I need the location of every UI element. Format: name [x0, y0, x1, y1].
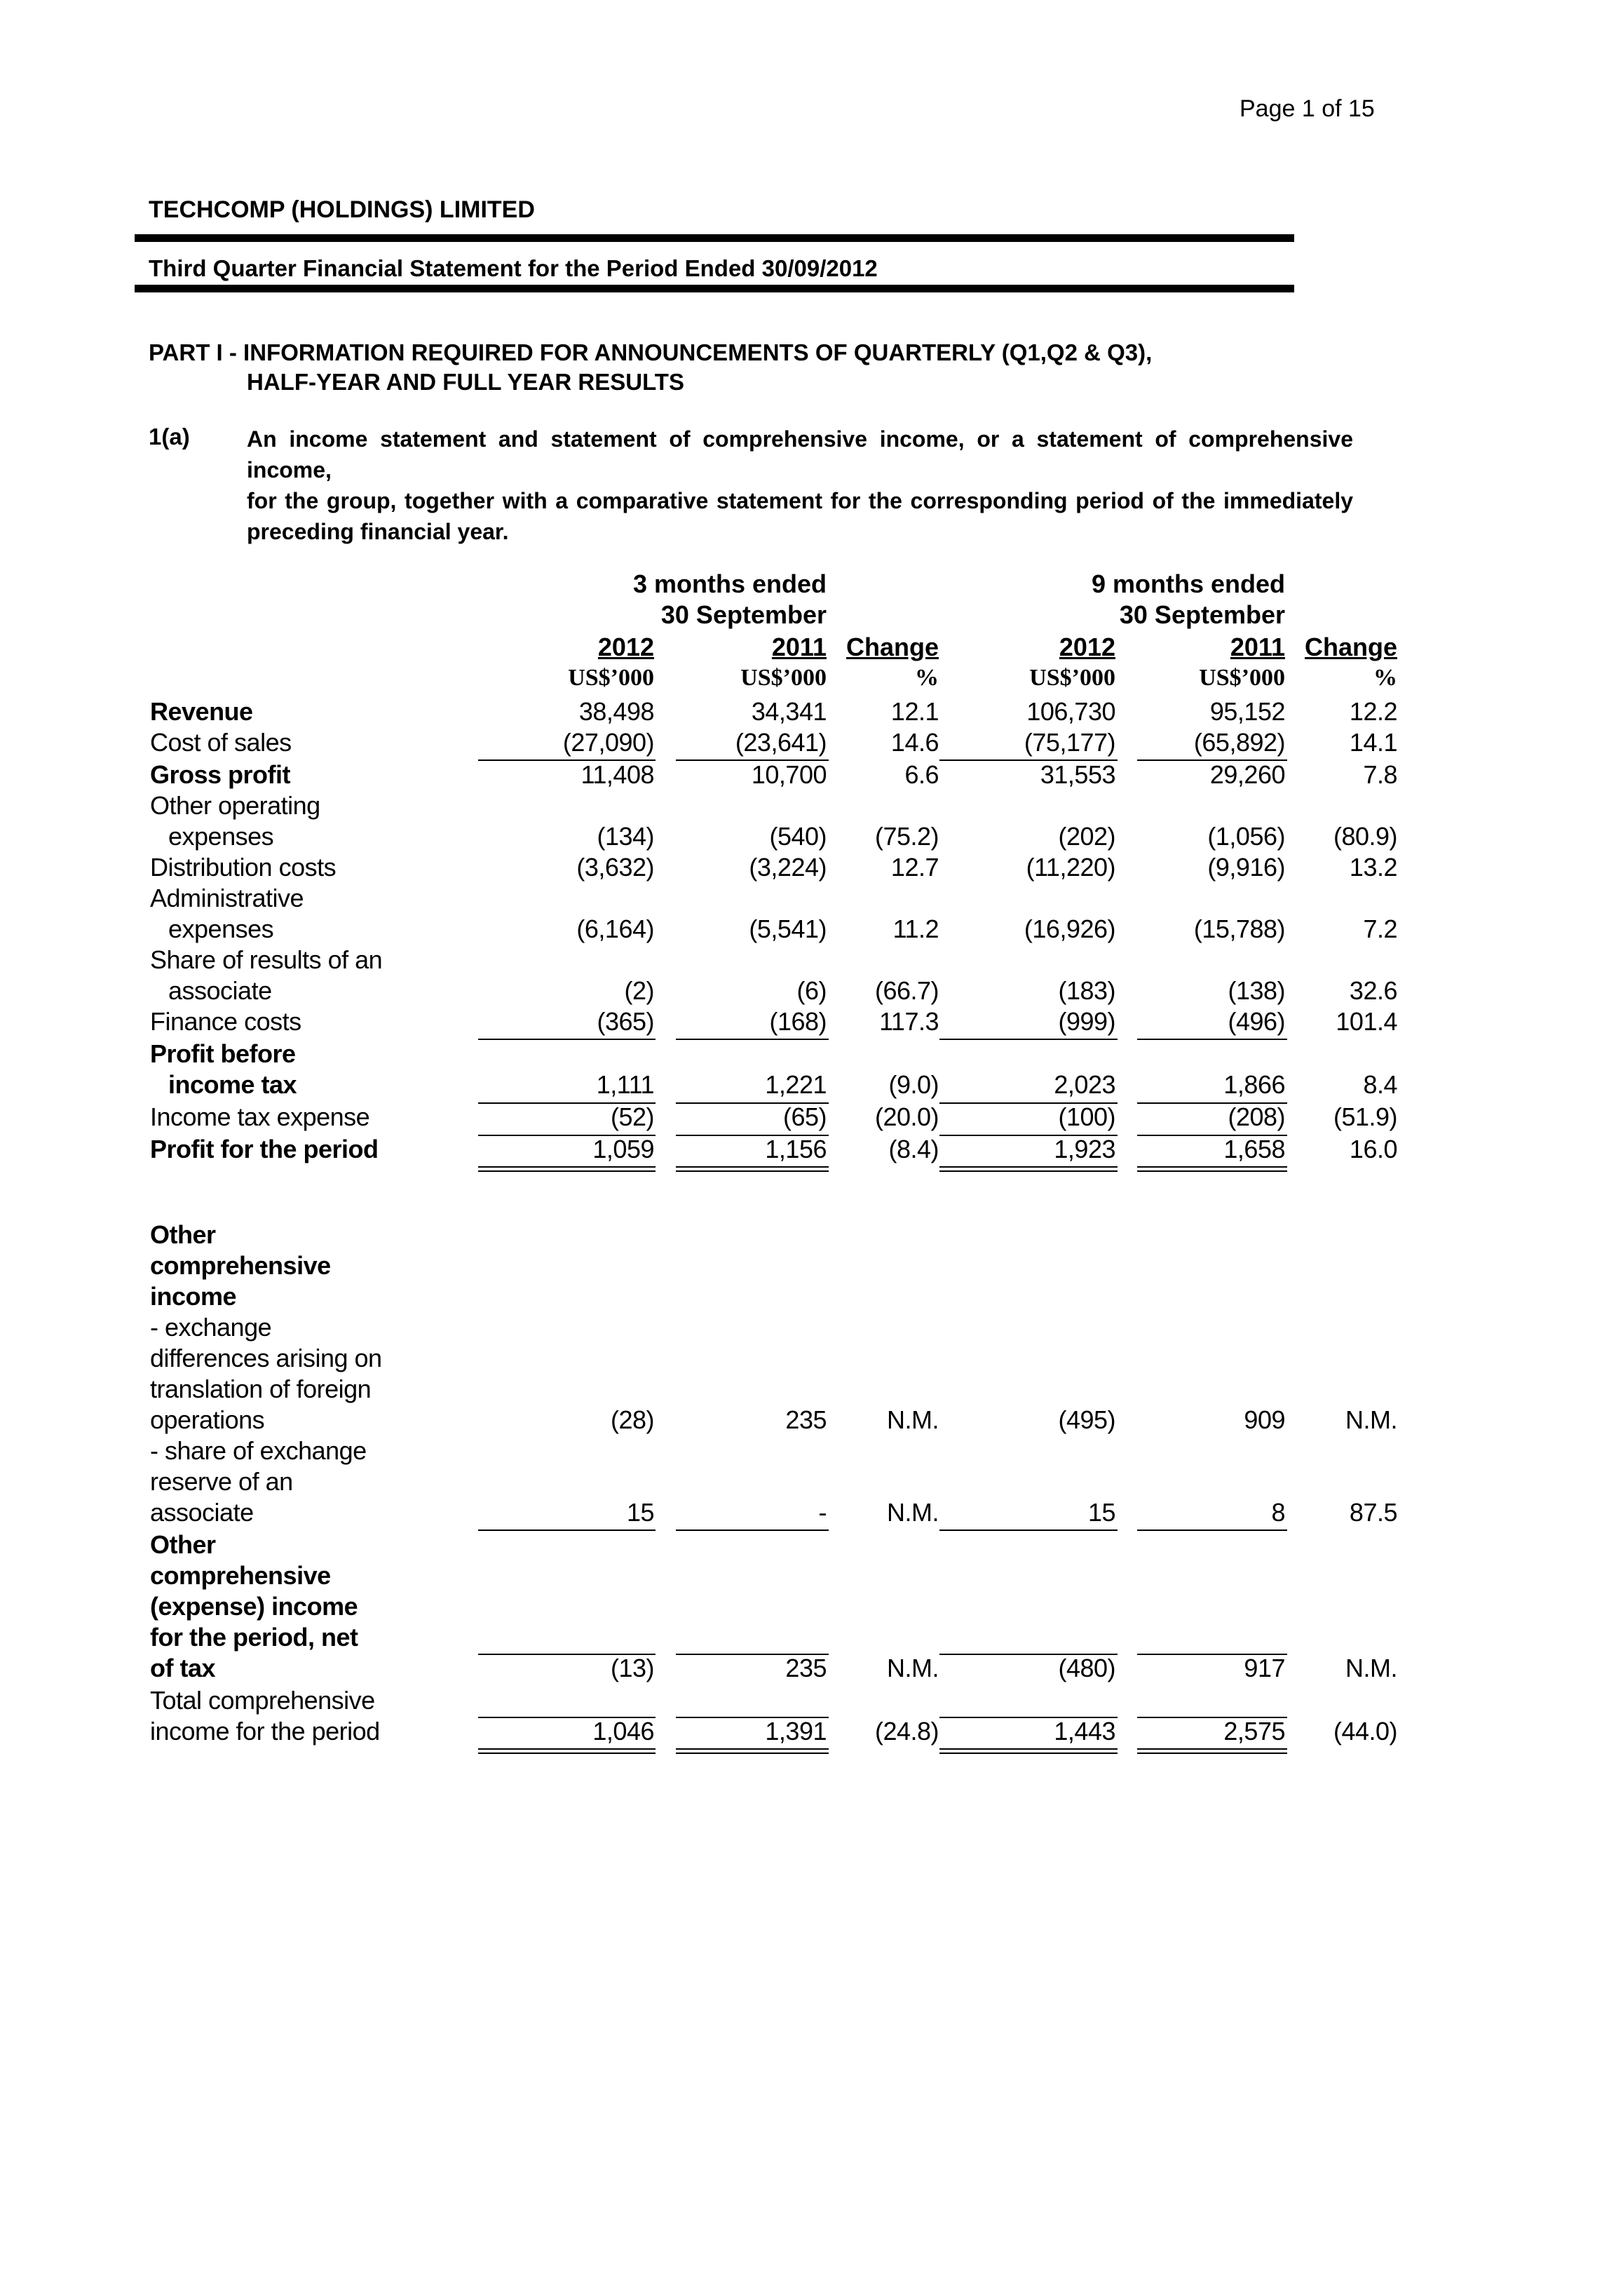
cell-9m-2012: (999)	[1058, 1007, 1115, 1036]
cell-3m-2012: (6,164)	[576, 914, 654, 943]
table-row	[0, 1007, 1623, 1038]
table-row	[0, 1313, 1623, 1344]
row-label-cont: comprehensive	[150, 1251, 331, 1280]
total-rule	[478, 1753, 656, 1754]
table-row	[0, 976, 1623, 1007]
row-label-cont: income	[150, 1282, 237, 1311]
cell-9m-2012: 15	[1087, 1498, 1115, 1527]
cell-9m-2012: (16,926)	[1024, 914, 1115, 943]
table-row	[0, 945, 1623, 976]
table-row	[0, 1530, 1623, 1561]
cell-3m-change: N.M.	[887, 1654, 939, 1682]
statement-title: Third Quarter Financial Statement for the Period Ended 30/09/2012	[149, 255, 878, 281]
cell-3m-2011: 1,156	[765, 1135, 827, 1163]
total-rule	[939, 1753, 1118, 1754]
total-rule	[939, 1170, 1118, 1172]
cell-3m-2012: 1,111	[596, 1070, 654, 1099]
table-row	[0, 1220, 1623, 1251]
table-row	[0, 791, 1623, 822]
cell-3m-2012: (27,090)	[562, 728, 654, 757]
cell-9m-change: (51.9)	[1333, 1102, 1397, 1131]
total-rule	[939, 1748, 1118, 1750]
row-label: Other operating	[150, 791, 320, 820]
cell-3m-2011: (5,541)	[749, 914, 827, 943]
table-row	[0, 1282, 1623, 1313]
table-row	[0, 1070, 1623, 1101]
row-label: Cost of sales	[150, 728, 292, 757]
row-label-cont: comprehensive	[150, 1561, 331, 1590]
cell-9m-2012: (183)	[1058, 976, 1115, 1005]
cell-3m-2011: 235	[785, 1654, 827, 1682]
cell-3m-2011: 1,221	[765, 1070, 827, 1099]
row-label-cont: income tax	[168, 1070, 297, 1099]
section-description-line2: for the group, together with a comparative statement for the corresponding period of the immediately	[247, 488, 1353, 513]
cell-3m-2011: 235	[785, 1405, 827, 1434]
cell-9m-2012: 106,730	[1026, 697, 1115, 726]
cell-3m-2012: 11,408	[580, 760, 654, 789]
total-rule	[478, 1170, 656, 1172]
cell-9m-2012: (202)	[1058, 822, 1115, 851]
cell-3m-2011: (65)	[782, 1102, 827, 1131]
unit-9m-change: %	[1373, 665, 1397, 691]
cell-3m-change: 117.3	[879, 1007, 939, 1036]
cell-9m-2011: (15,788)	[1193, 914, 1285, 943]
cell-3m-2012: (52)	[610, 1102, 654, 1131]
total-rule	[478, 1166, 656, 1168]
row-label-cont: income for the period	[150, 1717, 380, 1745]
total-rule	[1137, 1748, 1287, 1750]
table-row	[0, 1717, 1623, 1748]
total-rule	[939, 1166, 1118, 1168]
table-row	[0, 1561, 1623, 1592]
row-label-cont: of tax	[150, 1654, 216, 1682]
cell-9m-2011: (9,916)	[1207, 853, 1285, 882]
unit-9m-2011: US$’000	[1199, 665, 1285, 691]
cell-3m-2011: (540)	[769, 822, 827, 851]
cell-9m-change: 32.6	[1349, 976, 1397, 1005]
cell-3m-2012: (3,632)	[576, 853, 654, 882]
row-label: Other	[150, 1220, 216, 1249]
table-row	[0, 1436, 1623, 1467]
table-row	[0, 853, 1623, 884]
cell-9m-2011: (65,892)	[1193, 728, 1285, 757]
row-label: Other	[150, 1530, 216, 1559]
cell-9m-2011: 909	[1244, 1405, 1285, 1434]
table-row	[0, 1344, 1623, 1375]
table-row	[0, 760, 1623, 791]
cell-9m-change: N.M.	[1345, 1654, 1397, 1682]
row-label-cont: translation of foreign	[150, 1375, 372, 1403]
total-rule	[676, 1166, 829, 1168]
cell-9m-2011: 1,866	[1223, 1070, 1285, 1099]
cell-9m-2011: (1,056)	[1207, 822, 1285, 851]
cell-3m-change: N.M.	[887, 1405, 939, 1434]
table-row	[0, 1467, 1623, 1498]
row-label: Distribution costs	[150, 853, 337, 882]
table-row	[0, 697, 1623, 728]
cell-9m-2011: 2,575	[1223, 1717, 1285, 1745]
cell-3m-2012: (2)	[624, 976, 654, 1005]
part-heading-line2: HALF-YEAR AND FULL YEAR RESULTS	[247, 369, 684, 395]
cell-3m-change: 14.6	[890, 728, 939, 757]
cell-3m-2011: 1,391	[765, 1717, 827, 1745]
total-rule	[676, 1748, 829, 1750]
cell-9m-change: 8.4	[1363, 1070, 1397, 1099]
total-rule	[478, 1748, 656, 1750]
cell-9m-2012: (480)	[1058, 1654, 1115, 1682]
unit-9m-2012: US$’000	[1029, 665, 1115, 691]
cell-3m-2012: (134)	[597, 822, 654, 851]
cell-3m-change: 6.6	[904, 760, 939, 789]
row-label: Profit before	[150, 1039, 296, 1068]
row-label: - exchange	[150, 1313, 272, 1342]
cell-3m-2011: (23,641)	[735, 728, 827, 757]
cell-3m-2011: -	[818, 1498, 827, 1527]
total-rule	[1137, 1170, 1287, 1172]
unit-3m-2011: US$’000	[740, 665, 827, 691]
cell-3m-2011: (168)	[769, 1007, 827, 1036]
cell-9m-2012: 1,443	[1054, 1717, 1115, 1745]
cell-3m-change: (9.0)	[888, 1070, 939, 1099]
cell-3m-change: (20.0)	[874, 1102, 939, 1131]
row-label: Revenue	[150, 697, 253, 726]
cell-3m-2011: 10,700	[751, 760, 827, 789]
row-label: Administrative	[150, 884, 304, 912]
cell-3m-2012: (28)	[610, 1405, 654, 1434]
table-row	[0, 1686, 1623, 1717]
cell-9m-change: 7.8	[1363, 760, 1397, 789]
cell-9m-2011: 1,658	[1223, 1135, 1285, 1163]
table-row	[0, 1498, 1623, 1529]
cell-3m-change: 12.7	[890, 853, 939, 882]
cell-9m-2012: 1,923	[1054, 1135, 1115, 1163]
cell-3m-2012: 1,059	[592, 1135, 654, 1163]
cell-9m-2012: (100)	[1058, 1102, 1115, 1131]
cell-9m-change: 16.0	[1349, 1135, 1397, 1163]
group2-header-line2: 30 September	[1119, 600, 1285, 629]
table-row	[0, 1405, 1623, 1436]
cell-9m-2011: (208)	[1228, 1102, 1285, 1131]
cell-3m-2012: (13)	[610, 1654, 654, 1682]
row-label-cont: differences arising on	[150, 1344, 382, 1372]
row-label-cont: associate	[168, 976, 272, 1005]
cell-3m-2011: 34,341	[751, 697, 827, 726]
cell-3m-change: 12.1	[890, 697, 939, 726]
col-header-3m-2011: 2011	[771, 633, 827, 661]
row-label-cont: expenses	[168, 914, 274, 943]
col-header-9m-2012: 2012	[1059, 633, 1115, 661]
cell-9m-change: N.M.	[1345, 1405, 1397, 1434]
page-number: Page 1 of 15	[1240, 95, 1375, 122]
cell-3m-change: N.M.	[887, 1498, 939, 1527]
cell-3m-2012: 15	[626, 1498, 654, 1527]
table-row	[0, 1654, 1623, 1684]
cell-9m-2011: 95,152	[1209, 697, 1285, 726]
group2-header-line1: 9 months ended	[1091, 569, 1285, 598]
unit-3m-change: %	[915, 665, 939, 691]
section-number: 1(a)	[149, 424, 190, 450]
cell-3m-2012: (365)	[597, 1007, 654, 1036]
company-name: TECHCOMP (HOLDINGS) LIMITED	[149, 196, 535, 223]
cell-3m-2012: 1,046	[592, 1717, 654, 1745]
cell-9m-change: 7.2	[1363, 914, 1397, 943]
section-description-line3: preceding financial year.	[247, 519, 509, 544]
row-label: Income tax expense	[150, 1102, 370, 1131]
col-header-3m-change: Change	[846, 633, 939, 661]
cell-9m-change: (44.0)	[1333, 1717, 1397, 1745]
cell-9m-2012: (495)	[1058, 1405, 1115, 1434]
cell-3m-change: (8.4)	[888, 1135, 939, 1163]
table-row	[0, 728, 1623, 759]
row-label-cont: for the period, net	[150, 1623, 358, 1652]
col-header-9m-2011: 2011	[1230, 633, 1285, 661]
row-label: Profit for the period	[150, 1135, 379, 1163]
row-label-cont: (expense) income	[150, 1592, 358, 1621]
cell-9m-change: 101.4	[1336, 1007, 1397, 1036]
cell-9m-2012: (11,220)	[1026, 853, 1115, 882]
row-label: - share of exchange	[150, 1436, 367, 1465]
total-rule	[1137, 1166, 1287, 1168]
cell-9m-2011: (496)	[1228, 1007, 1285, 1036]
cell-3m-2011: (6)	[796, 976, 827, 1005]
col-header-9m-change: Change	[1304, 633, 1397, 661]
table-row	[0, 1039, 1623, 1070]
table-row	[0, 1251, 1623, 1282]
total-rule	[676, 1170, 829, 1172]
row-label-cont: reserve of an	[150, 1467, 293, 1496]
table-row	[0, 1375, 1623, 1405]
group1-header-line2: 30 September	[660, 600, 827, 629]
cell-3m-2011: (3,224)	[749, 853, 827, 882]
cell-3m-change: (24.8)	[874, 1717, 939, 1745]
row-label-cont: expenses	[168, 822, 274, 851]
row-label: Gross profit	[150, 760, 291, 789]
table-row	[0, 1102, 1623, 1133]
cell-9m-2011: 8	[1271, 1498, 1285, 1527]
row-label-cont: associate	[150, 1498, 254, 1527]
table-row	[0, 884, 1623, 914]
col-header-3m-2012: 2012	[597, 633, 654, 661]
group1-header-line1: 3 months ended	[632, 569, 827, 598]
cell-3m-change: (75.2)	[874, 822, 939, 851]
cell-9m-2011: 917	[1244, 1654, 1285, 1682]
section-description-line1: An income statement and statement of comprehensive income, or a statement of comprehensive income,	[247, 426, 1353, 482]
table-row	[0, 1592, 1623, 1623]
table-row	[0, 914, 1623, 945]
cell-9m-2011: 29,260	[1209, 760, 1285, 789]
table-row	[0, 1135, 1623, 1166]
cell-9m-2012: 2,023	[1054, 1070, 1115, 1099]
part-heading-line1: PART I - INFORMATION REQUIRED FOR ANNOUNCEMENTS OF QUARTERLY (Q1,Q2 & Q3),	[149, 339, 1153, 365]
cell-9m-change: 12.2	[1349, 697, 1397, 726]
cell-9m-change: 13.2	[1349, 853, 1397, 882]
cell-9m-change: (80.9)	[1333, 822, 1397, 851]
table-row	[0, 1623, 1623, 1654]
row-label: Finance costs	[150, 1007, 301, 1036]
cell-3m-2012: 38,498	[578, 697, 654, 726]
cell-9m-change: 14.1	[1349, 728, 1397, 757]
row-label: Share of results of an	[150, 945, 383, 974]
total-rule	[1137, 1753, 1287, 1754]
cell-9m-2012: 31,553	[1040, 760, 1115, 789]
row-label: Total comprehensive	[150, 1686, 375, 1715]
table-row	[0, 822, 1623, 853]
cell-3m-change: 11.2	[892, 914, 939, 943]
row-label-cont: operations	[150, 1405, 265, 1434]
unit-3m-2012: US$’000	[568, 665, 654, 691]
cell-3m-change: (66.7)	[874, 976, 939, 1005]
cell-9m-2012: (75,177)	[1024, 728, 1115, 757]
total-rule	[676, 1753, 829, 1754]
cell-9m-change: 87.5	[1349, 1498, 1397, 1527]
cell-9m-2011: (138)	[1228, 976, 1285, 1005]
